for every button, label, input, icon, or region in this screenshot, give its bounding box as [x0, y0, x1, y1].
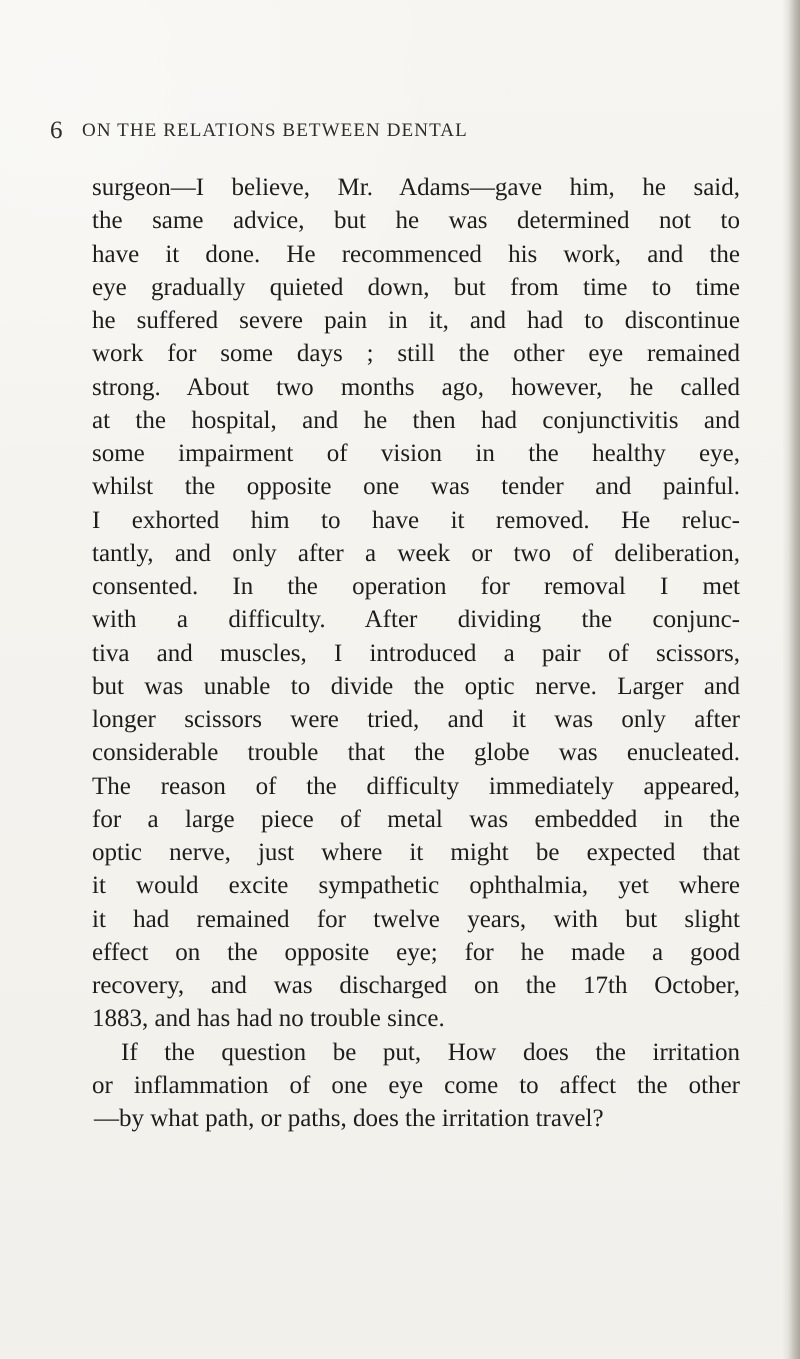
text-line: but was unable to divide the optic nerve. Larger and — [92, 672, 740, 700]
text-line: tantly, and only after a week or two of deliberation, — [92, 539, 740, 567]
text-line: have it done. He recommenced his work, and the — [92, 240, 740, 268]
text-line: consented. In the operation for removal I met — [92, 573, 740, 600]
page-number: 6 — [50, 116, 64, 144]
text-line: tiva and muscles, I introduced a pair of scissors, — [92, 639, 740, 667]
text-line: it had remained for twelve years, with but slight — [92, 905, 740, 933]
text-line: eye gradually quieted down, but from time to time — [92, 273, 740, 301]
text-line: I exhorted him to have it removed. He reluc- — [92, 506, 740, 534]
text-line: for a large piece of metal was embedded in the — [92, 805, 740, 833]
text-line: recovery, and was discharged on the 17th October, — [92, 972, 740, 999]
text-line: whilst the opposite one was tender and painful. — [92, 473, 740, 501]
text-line: work for some days ; still the other eye remained — [92, 340, 740, 368]
text-line: The reason of the difficulty immediately appeared, — [92, 772, 740, 800]
text-line: it would excite sympathetic ophthalmia, yet where — [92, 872, 740, 900]
text-line: considerable trouble that the globe was enucleated. — [92, 739, 740, 767]
running-head — [50, 113, 740, 147]
text-line: surgeon—I believe, Mr. Adams—gave him, he said, — [92, 174, 740, 201]
text-line: with a difficulty. After dividing the conjunc- — [92, 606, 740, 634]
text-line: optic nerve, just where it might be expected that — [92, 839, 740, 866]
body-text — [92, 171, 740, 1135]
text-line: he suffered severe pain in it, and had to discontinue — [92, 307, 740, 334]
text-line: effect on the opposite eye; for he made a good — [92, 938, 740, 966]
text-line: —by what path, or paths, does the irritation travel? — [94, 1105, 604, 1132]
paragraph-end-line: 1883, and has had no trouble since. — [92, 1005, 445, 1033]
text-line: some impairment of vision in the healthy eye, — [92, 440, 740, 467]
text-line: the same advice, but he was determined not to — [92, 207, 740, 235]
page-edge-shadow — [782, 0, 800, 1359]
paragraph-start-line: If the question be put, How does the irritation — [121, 1038, 740, 1066]
text-line: at the hospital, and he then had conjunctivitis and — [92, 406, 740, 434]
text-line: longer scissors were tried, and it was only after — [92, 706, 740, 733]
text-line: or inflammation of one eye come to affect the other — [92, 1071, 740, 1099]
running-title: ON THE RELATIONS BETWEEN DENTAL — [82, 119, 468, 141]
text-line: strong. About two months ago, however, he called — [92, 373, 740, 401]
